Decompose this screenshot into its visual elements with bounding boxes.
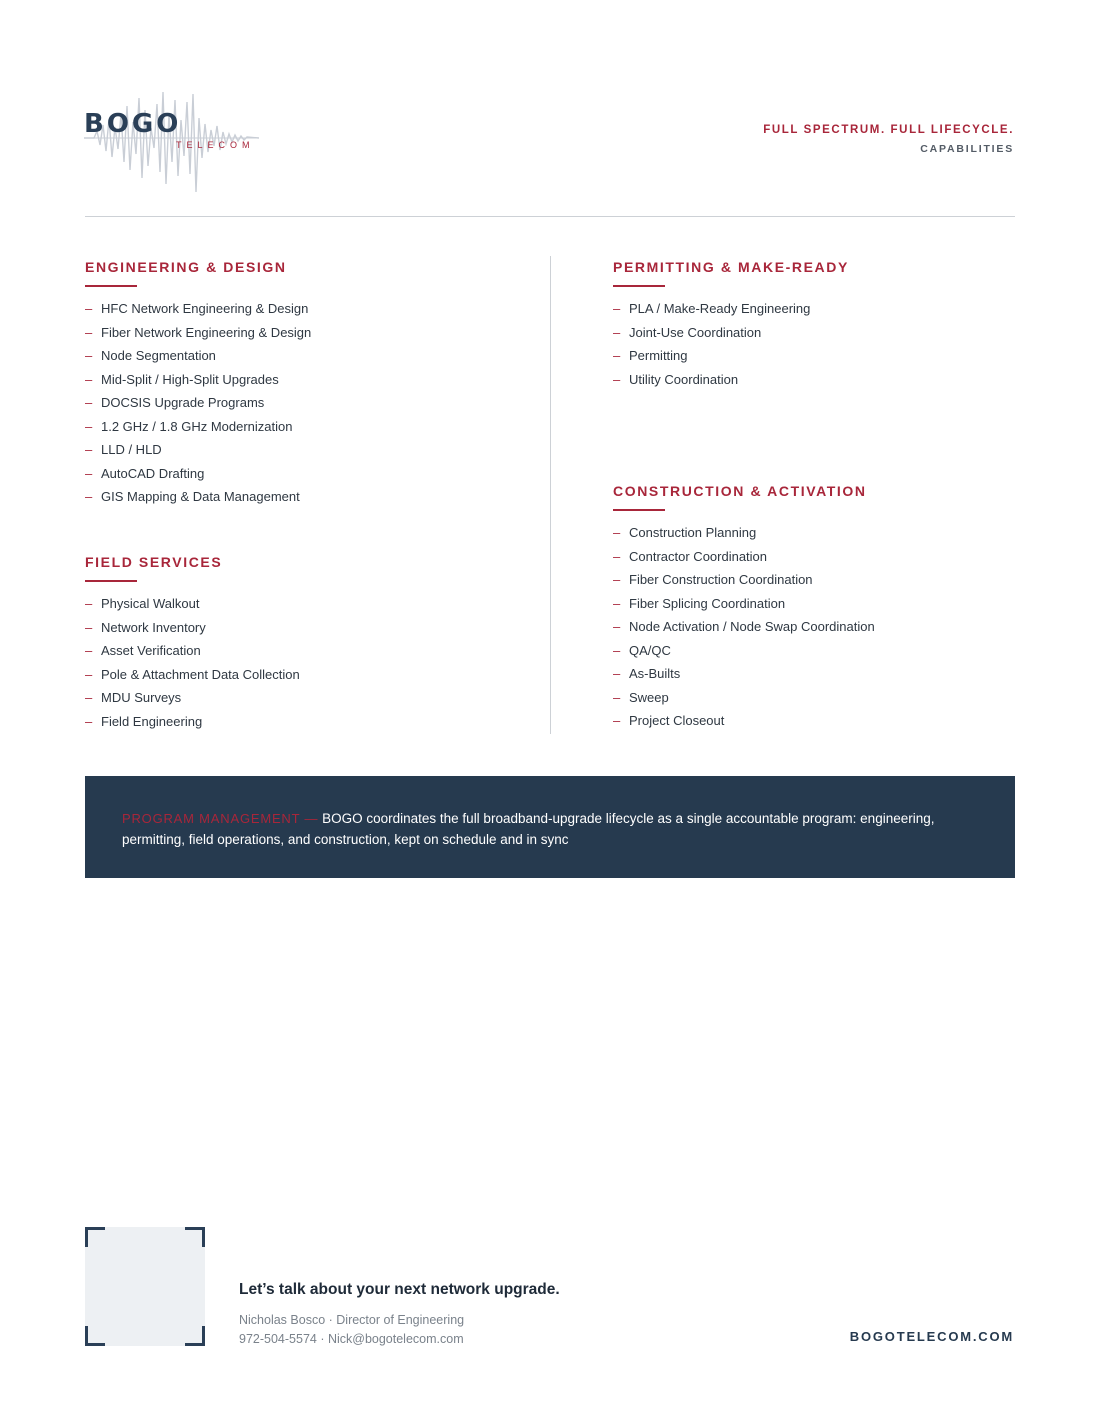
- list-item-label: Network Inventory: [101, 619, 206, 635]
- list-item: [85, 301, 311, 325]
- section-field-services: [85, 555, 300, 737]
- list-item-label: Permitting: [629, 348, 688, 363]
- list-item: [613, 619, 875, 643]
- frame-corner: [185, 1227, 205, 1247]
- document-label: CAPABILITIES: [920, 143, 1014, 155]
- list-item: [85, 325, 311, 349]
- list-item-label: 1.2 GHz / 1.8 GHz Modernization: [101, 418, 293, 434]
- dash-bullet-icon: –: [85, 371, 93, 387]
- list-item: [85, 620, 300, 644]
- dash-bullet-icon: –: [613, 572, 621, 587]
- column-divider: [550, 256, 551, 734]
- dash-bullet-icon: –: [613, 371, 621, 387]
- list-item: [85, 442, 311, 466]
- dash-bullet-icon: –: [85, 348, 93, 363]
- list-item: [613, 596, 875, 620]
- dash-bullet-icon: –: [613, 301, 621, 316]
- dash-bullet-icon: –: [85, 666, 93, 682]
- list-item: [613, 572, 875, 596]
- dash-bullet-icon: –: [85, 395, 93, 410]
- dash-bullet-icon: –: [85, 596, 93, 611]
- list-item-label: GIS Mapping & Data Management: [101, 489, 300, 504]
- list-item: [85, 690, 300, 714]
- list-item-label: Sweep: [629, 689, 669, 705]
- contact-name: Nicholas Bosco · Director of Engineering: [239, 1313, 465, 1327]
- list-item-label: Construction Planning: [629, 525, 757, 540]
- dash-bullet-icon: –: [613, 348, 621, 363]
- section-permitting: [613, 260, 849, 395]
- list-item: [613, 525, 875, 549]
- section-underline: [85, 285, 137, 287]
- list-item: [85, 419, 311, 443]
- dash-bullet-icon: –: [85, 489, 93, 504]
- list-item: [85, 348, 311, 372]
- list-item: [613, 325, 849, 349]
- section-title: FIELD SERVICES: [85, 554, 223, 570]
- list-item: [85, 466, 311, 490]
- dash-bullet-icon: –: [85, 324, 93, 340]
- list-item: [613, 301, 849, 325]
- section-title: CONSTRUCTION & ACTIVATION: [613, 483, 867, 499]
- capability-list: [85, 596, 300, 737]
- list-item: [85, 667, 300, 691]
- contact-block: [239, 1311, 464, 1348]
- list-item-label: QA/QC: [629, 642, 671, 658]
- list-item-label: Contractor Coordination: [629, 548, 768, 564]
- list-item: [85, 596, 300, 620]
- list-item-label: Fiber Construction Coordination: [629, 572, 813, 587]
- list-item-label: Physical Walkout: [101, 596, 200, 611]
- list-item: [85, 643, 300, 667]
- frame-corner: [185, 1326, 205, 1346]
- list-item-label: Mid-Split / High-Split Upgrades: [101, 371, 279, 387]
- dash-bullet-icon: –: [613, 642, 621, 658]
- list-item: [613, 348, 849, 372]
- capability-list: [85, 301, 311, 513]
- list-item-label: Field Engineering: [101, 713, 203, 729]
- dash-bullet-icon: –: [85, 442, 93, 457]
- dash-bullet-icon: –: [613, 525, 621, 540]
- list-item: [613, 713, 875, 737]
- list-item-label: Fiber Network Engineering & Design: [101, 324, 312, 340]
- dash-bullet-icon: –: [85, 690, 93, 705]
- logo: [84, 84, 259, 196]
- list-item-label: Project Closeout: [629, 713, 725, 728]
- list-item: [85, 489, 311, 513]
- list-item: [613, 549, 875, 573]
- list-item-label: Node Segmentation: [101, 348, 216, 363]
- capability-list: [613, 301, 849, 395]
- section-underline: [613, 509, 665, 511]
- list-item: [613, 372, 849, 396]
- list-item-label: AutoCAD Drafting: [101, 465, 205, 481]
- list-item-label: DOCSIS Upgrade Programs: [101, 395, 265, 410]
- list-item: [613, 643, 875, 667]
- frame-corner: [85, 1227, 105, 1247]
- section-title: ENGINEERING & DESIGN: [85, 259, 287, 275]
- capability-list: [613, 525, 875, 737]
- dash-bullet-icon: –: [85, 418, 93, 434]
- dash-bullet-icon: –: [85, 301, 93, 316]
- list-item-label: Joint-Use Coordination: [629, 324, 762, 340]
- list-item-label: Fiber Splicing Coordination: [629, 595, 786, 611]
- list-item: [85, 714, 300, 738]
- program-management-banner: [85, 776, 1015, 878]
- section-underline: [85, 580, 137, 582]
- website-link[interactable]: BOGOTELECOM.COM: [849, 1329, 1014, 1344]
- list-item-label: Utility Coordination: [629, 371, 739, 387]
- call-to-action: Let’s talk about your next network upgrade.: [239, 1281, 560, 1298]
- list-item: [85, 372, 311, 396]
- dash-bullet-icon: –: [85, 619, 93, 635]
- tagline: FULL SPECTRUM. FULL LIFECYCLE.: [763, 124, 1014, 136]
- logo-subtitle: TELECOM: [176, 140, 255, 150]
- dash-bullet-icon: –: [613, 595, 621, 611]
- dash-bullet-icon: –: [613, 619, 621, 634]
- list-item: [85, 395, 311, 419]
- dash-bullet-icon: –: [613, 666, 621, 681]
- list-item: [613, 690, 875, 714]
- list-item-label: As-Builts: [629, 666, 681, 681]
- banner-label: PROGRAM MANAGEMENT —: [122, 811, 319, 826]
- dash-bullet-icon: –: [613, 324, 621, 340]
- dash-bullet-icon: –: [613, 689, 621, 705]
- contact-photo-placeholder: [85, 1227, 205, 1346]
- section-engineering: [85, 260, 311, 513]
- logo-wordmark: BOGO: [84, 109, 182, 139]
- section-construction: [613, 484, 875, 737]
- section-title: PERMITTING & MAKE-READY: [613, 259, 849, 275]
- section-underline: [613, 285, 665, 287]
- header-divider: [85, 216, 1015, 217]
- dash-bullet-icon: –: [613, 713, 621, 728]
- frame-corner: [85, 1326, 105, 1346]
- list-item-label: MDU Surveys: [101, 690, 182, 705]
- list-item: [613, 666, 875, 690]
- contact-details[interactable]: 972-504-5574 · Nick@bogotelecom.com: [239, 1331, 464, 1346]
- list-item-label: LLD / HLD: [101, 442, 162, 457]
- banner-text: BOGO coordinates the full broadband-upgrade lifecycle as a single accountable program: engineering, permitting, field operations, and construction, kept on schedule and in sync: [122, 811, 935, 847]
- dash-bullet-icon: –: [85, 643, 93, 658]
- dash-bullet-icon: –: [85, 465, 93, 481]
- list-item-label: HFC Network Engineering & Design: [101, 301, 309, 316]
- dash-bullet-icon: –: [613, 548, 621, 564]
- list-item-label: Asset Verification: [101, 643, 201, 658]
- list-item-label: PLA / Make-Ready Engineering: [629, 301, 811, 316]
- dash-bullet-icon: –: [85, 713, 93, 729]
- list-item-label: Pole & Attachment Data Collection: [101, 666, 300, 682]
- list-item-label: Node Activation / Node Swap Coordination: [629, 619, 875, 634]
